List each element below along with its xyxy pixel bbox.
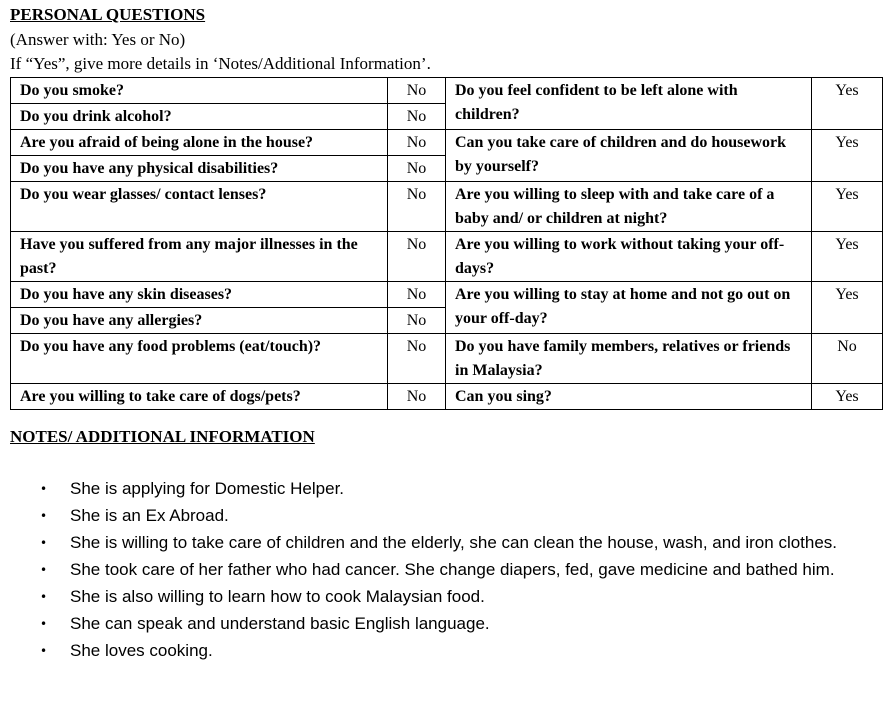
answer-no-off-days: Yes <box>812 232 883 282</box>
bullet-icon: • <box>40 617 48 631</box>
question-stay-home-off-day: Are you willing to stay at home and not go out on your off-day? <box>446 282 812 334</box>
list-item <box>0 530 880 556</box>
bullet-icon: • <box>40 644 48 658</box>
question-illnesses: Have you suffered from any major illnesses in the past? <box>11 232 388 282</box>
notes-list <box>0 476 880 665</box>
bullet-icon: • <box>40 509 48 523</box>
table-row <box>11 334 883 384</box>
table-row <box>11 182 883 232</box>
personal-questions-table <box>10 77 883 410</box>
question-disabilities: Do you have any physical disabilities? <box>11 156 388 182</box>
question-children-housework: Can you take care of children and do housework by yourself? <box>446 130 812 182</box>
question-alone-house: Are you afraid of being alone in the house? <box>11 130 388 156</box>
answer-allergies: No <box>388 308 446 334</box>
answer-stay-home-off-day: Yes <box>812 282 883 334</box>
answer-smoke: No <box>388 78 446 104</box>
answer-food-problems: No <box>388 334 446 384</box>
question-glasses: Do you wear glasses/ contact lenses? <box>11 182 388 232</box>
answer-instruction: (Answer with: Yes or No) <box>10 30 186 49</box>
bullet-icon: • <box>40 536 48 550</box>
page-title: PERSONAL QUESTIONS <box>10 5 206 24</box>
question-night-care: Are you willing to sleep with and take care of a baby and/ or children at night? <box>446 182 812 232</box>
answer-alone-house: No <box>388 130 446 156</box>
answer-skin-diseases: No <box>388 282 446 308</box>
answer-night-care: Yes <box>812 182 883 232</box>
table-row <box>11 78 883 104</box>
question-skin-diseases: Do you have any skin diseases? <box>11 282 388 308</box>
note-text: She is also willing to learn how to cook Malaysian food. <box>70 587 485 606</box>
answer-left-alone-children: Yes <box>812 78 883 130</box>
answer-pets: No <box>388 384 446 410</box>
note-text: She took care of her father who had cancer. She change diapers, fed, gave medicine and bathed him. <box>70 560 835 579</box>
question-smoke: Do you smoke? <box>11 78 388 104</box>
table-row <box>11 232 883 282</box>
list-item <box>0 611 880 637</box>
answer-glasses: No <box>388 182 446 232</box>
question-left-alone-children: Do you feel confident to be left alone with children? <box>446 78 812 130</box>
note-text: She is an Ex Abroad. <box>70 506 229 525</box>
bullet-icon: • <box>40 482 48 496</box>
list-item <box>0 638 880 664</box>
list-item <box>0 557 880 583</box>
table-row <box>11 130 883 156</box>
table-row <box>11 282 883 308</box>
answer-family-malaysia: No <box>812 334 883 384</box>
answer-children-housework: Yes <box>812 130 883 182</box>
question-no-off-days: Are you willing to work without taking your off-days? <box>446 232 812 282</box>
table-row <box>11 384 883 410</box>
note-text: She is willing to take care of children and the elderly, she can clean the house, wash, and iron clothes. <box>70 533 838 552</box>
question-sing: Can you sing? <box>446 384 812 410</box>
note-text: She is applying for Domestic Helper. <box>70 479 345 498</box>
question-allergies: Do you have any allergies? <box>11 308 388 334</box>
note-text: She can speak and understand basic English language. <box>70 614 490 633</box>
note-text: She loves cooking. <box>70 641 213 660</box>
answer-disabilities: No <box>388 156 446 182</box>
answer-sing: Yes <box>812 384 883 410</box>
answer-illnesses: No <box>388 232 446 282</box>
notes-title: NOTES/ ADDITIONAL INFORMATION <box>10 427 315 446</box>
list-item <box>0 503 880 529</box>
question-alcohol: Do you drink alcohol? <box>11 104 388 130</box>
list-item <box>0 476 880 502</box>
bullet-icon: • <box>40 590 48 604</box>
question-family-malaysia: Do you have family members, relatives or friends in Malaysia? <box>446 334 812 384</box>
question-food-problems: Do you have any food problems (eat/touch)? <box>11 334 388 384</box>
bullet-icon: • <box>40 563 48 577</box>
details-instruction: If “Yes”, give more details in ‘Notes/Additional Information’. <box>10 54 431 73</box>
question-pets: Are you willing to take care of dogs/pets? <box>11 384 388 410</box>
list-item <box>0 584 880 610</box>
answer-alcohol: No <box>388 104 446 130</box>
